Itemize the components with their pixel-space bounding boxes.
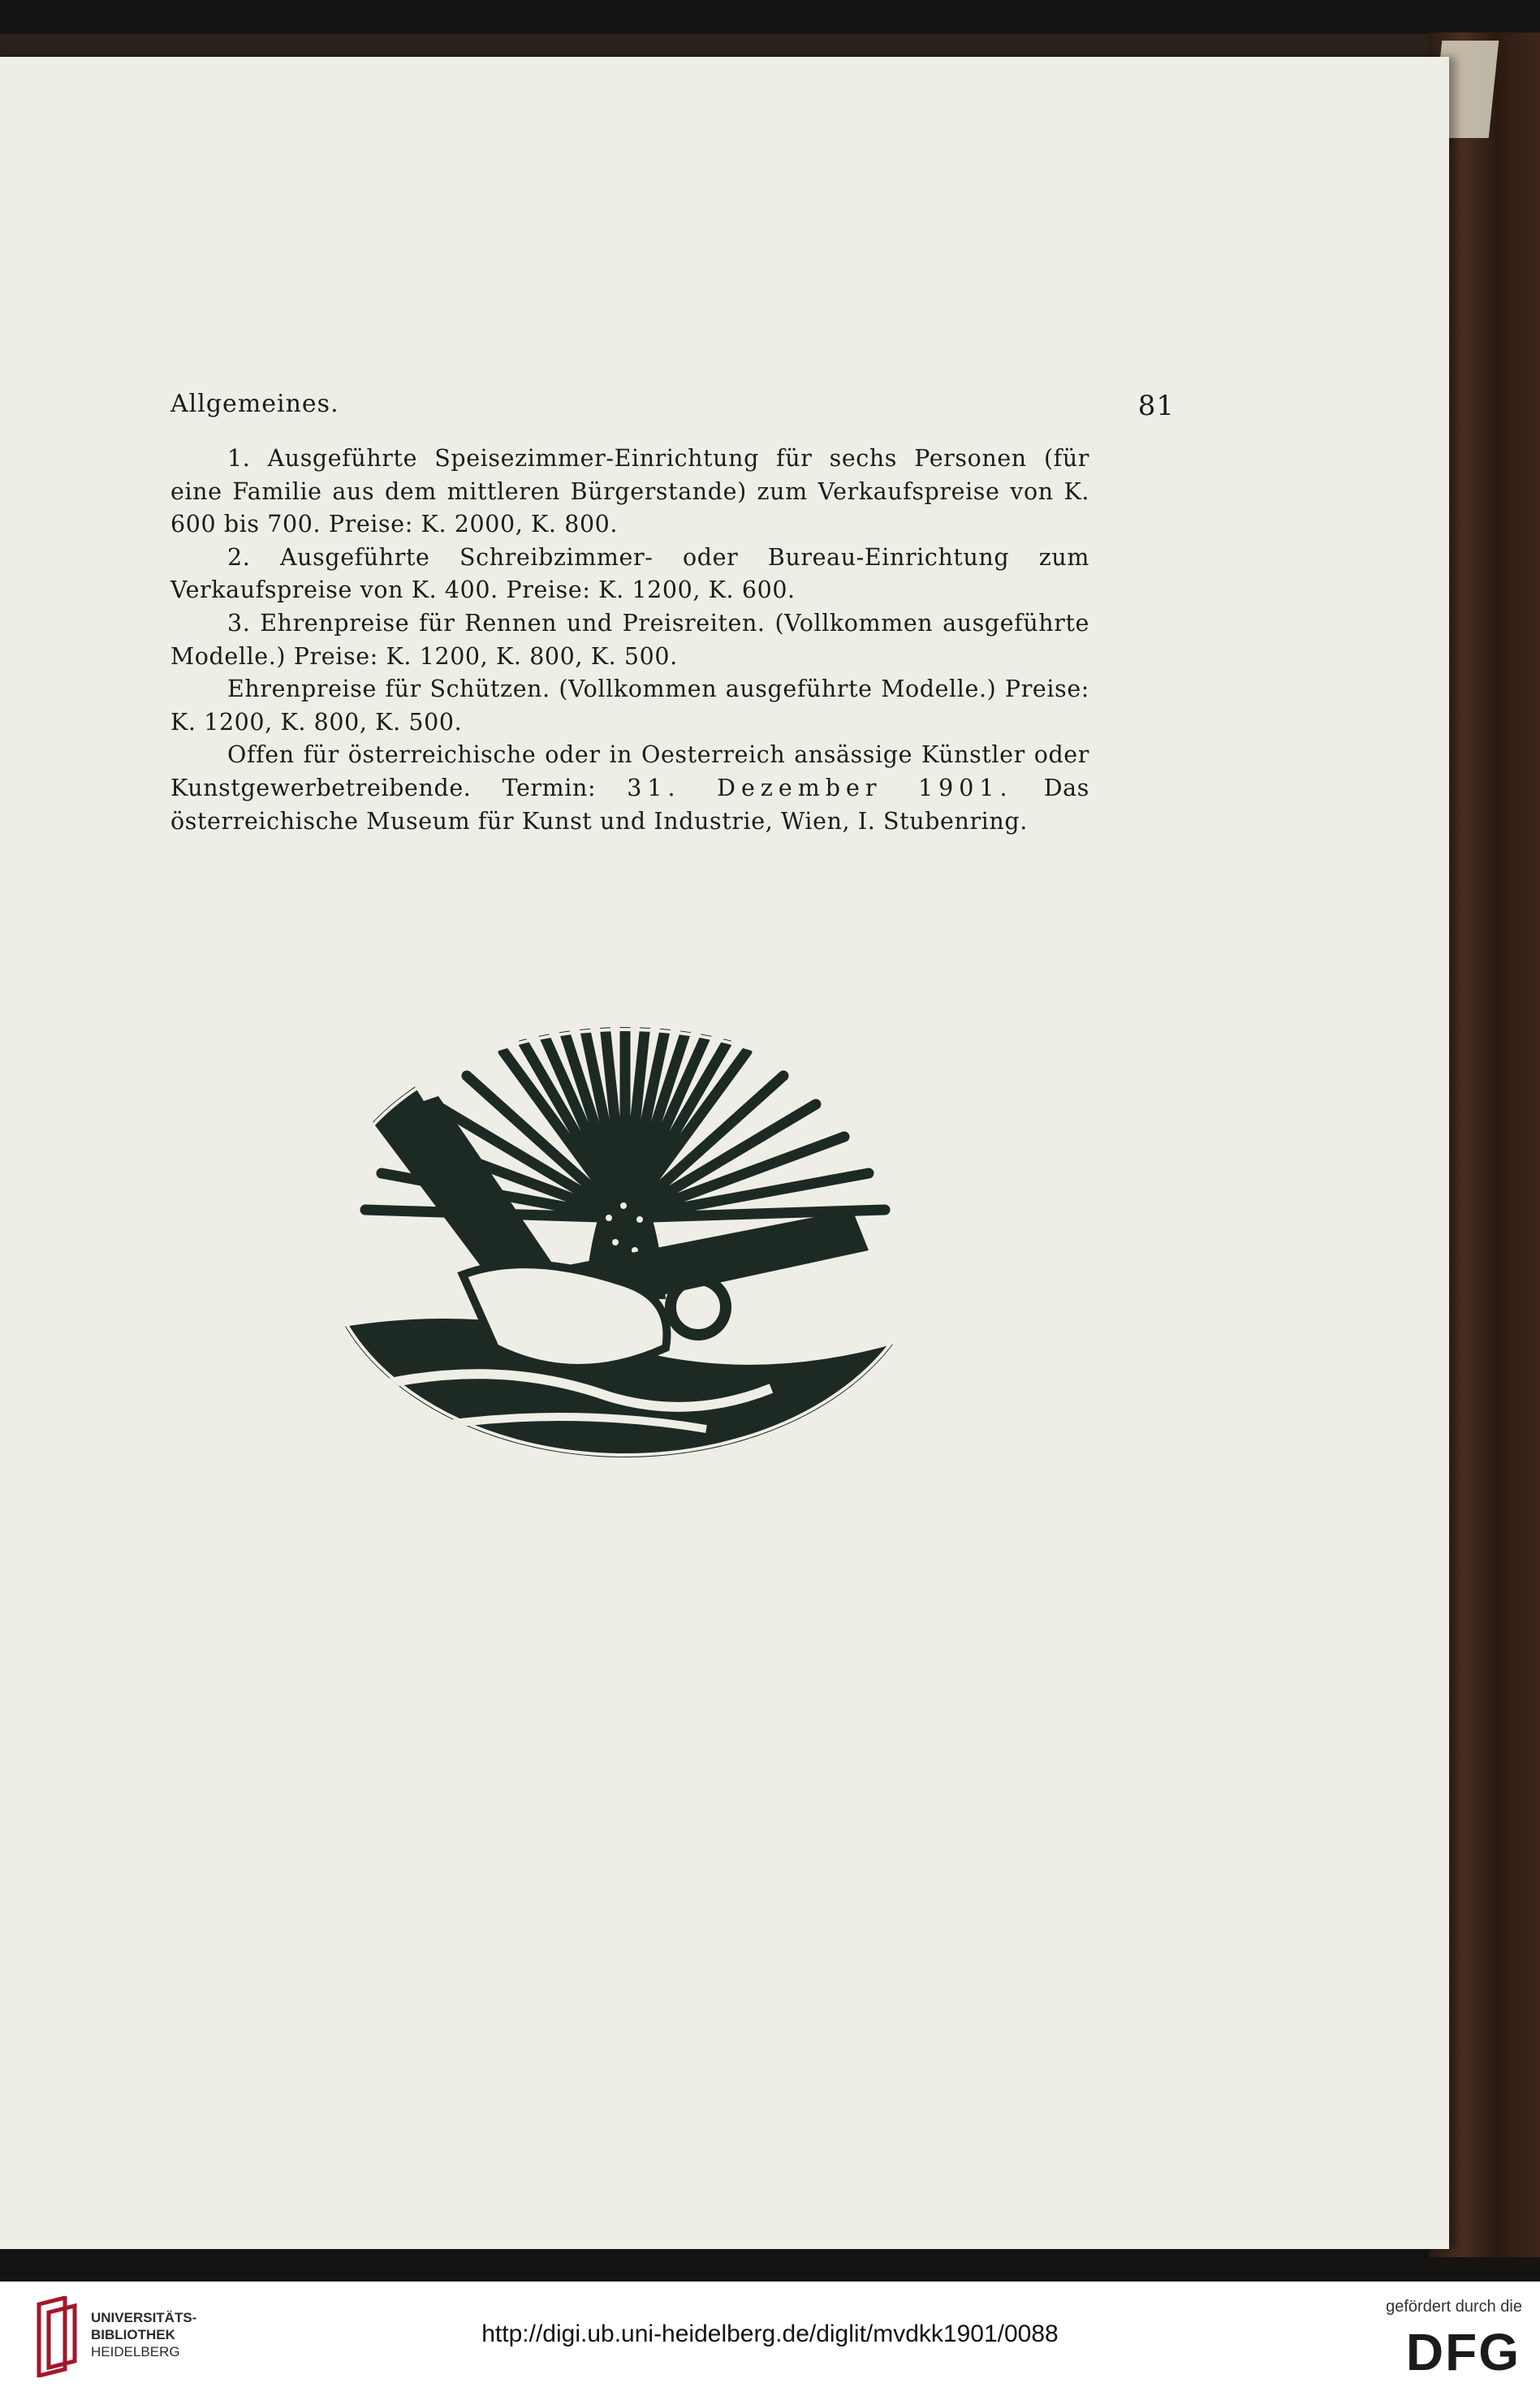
library-name-line1: UNIVERSITÄTS- <box>91 2310 197 2325</box>
paragraph-4: Ehrenpreise für Schützen. (Vollkommen ausgeführte Modelle.) Preise: K. 1200, K. 800, K. 500. <box>170 676 1089 736</box>
section-title: Allgemeines. <box>170 390 339 418</box>
funded-by-label: gefördert durch die <box>1386 2298 1522 2316</box>
paragraph-1: 1. Ausgeführte Speisezimmer-Einrichtung für sechs Personen (für eine Familie aus dem mittleren Bürgerstande) zum Verkaufspreise von K. 600 bis 700. Preise: K. 2000, K. 800. <box>170 445 1089 538</box>
source-url-link[interactable]: http://digi.ub.uni-heidelberg.de/diglit/mvdkk1901/0088 <box>481 2320 1059 2347</box>
library-name-line2: BIBLIOTHEK <box>91 2327 175 2342</box>
dfg-logo: DFG <box>1405 2323 1521 2381</box>
library-name-line3: HEIDELBERG <box>91 2344 180 2359</box>
footer-bar <box>0 2282 1540 2396</box>
paragraph-2: 2. Ausgeführte Schreibzimmer- oder Bureau-Einrichtung zum Verkaufspreise von K. 400. Preise: K. 1200, K. 600. <box>170 543 1089 604</box>
paragraph-5-start: Offen für österreichische oder in Oesterreich ansässige Künstler oder Kunstgewerbetreibende. Termin: <box>170 741 1089 801</box>
book-top-edge <box>0 34 1494 58</box>
deadline-date: 31. Dezember 1901. <box>627 774 1013 801</box>
body-text <box>170 443 1089 838</box>
paragraph-3: 3. Ehrenpreise für Rennen und Preisreiten. (Vollkommen ausgeführte Modelle.) Preise: K. 1200, K. 800, K. 500. <box>170 609 1089 670</box>
paragraph-5-end: Das österreichische Museum für Kunst und Industrie, Wien, I. Stubenring. <box>170 774 1089 835</box>
paragraph-5 <box>170 739 1089 838</box>
woodcut-illustration <box>317 1007 934 1461</box>
page-number: 81 <box>1137 390 1175 422</box>
